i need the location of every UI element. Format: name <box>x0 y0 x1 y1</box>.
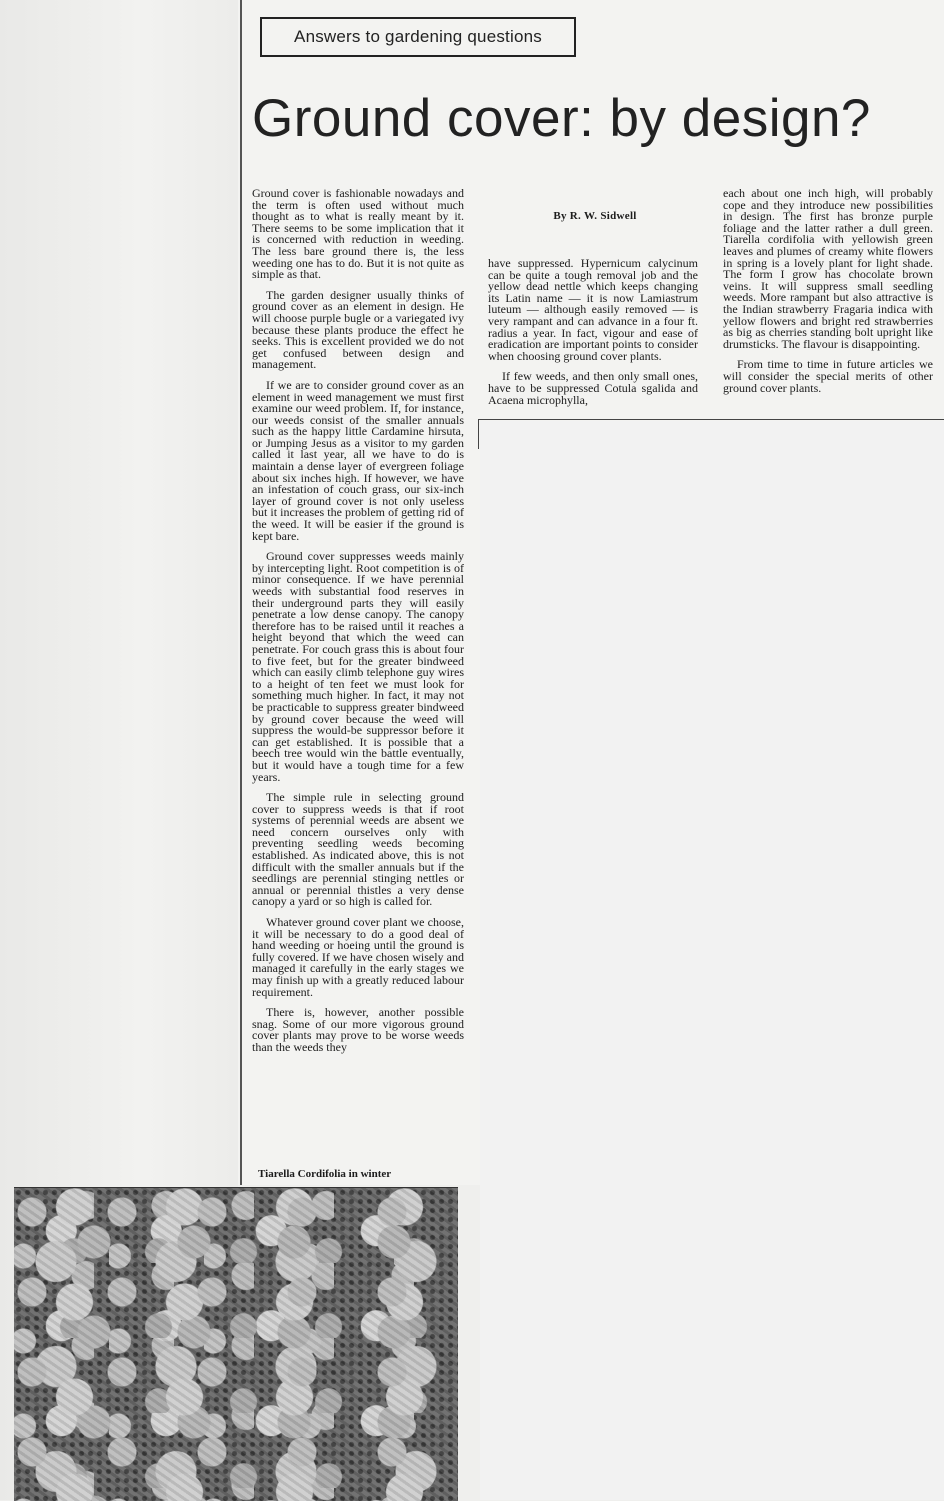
paragraph: There is, however, another possible snag. Some of our more vigorous ground cover plants may prove to be worse weeds than the weeds they <box>252 1005 464 1054</box>
paragraph: If few weeds, and then only small ones, have to be suppressed Cotula sgalida and Acaena microphylla, <box>488 369 698 407</box>
paragraph: The simple rule in selecting ground cover to suppress weeds is that if root systems of perennial weeds are absent we need concern ourselves only with preventing seedling weeds becoming established. As indicated above, this is not difficult with the smaller annuals but if the seedlings are perennial stinging nettles or annual or perennial thistles a very dense canopy a yard or so high is called for. <box>252 790 464 909</box>
photo-caption: Tiarella Cordifolia in winter <box>258 1168 392 1180</box>
paragraph: Whatever ground cover plant we choose, it will be necessary to do a good deal of hand weeding or hoeing until the ground is fully covered. If we have chosen wisely and managed it carefully in the early stages we may finish up with a greatly reduced labour requirement. <box>252 915 464 999</box>
byline: By R. W. Sidwell <box>553 210 637 222</box>
article-column-2 <box>488 258 698 415</box>
article-column-1 <box>252 188 464 1063</box>
column-rule <box>240 0 242 1185</box>
divider <box>478 419 944 420</box>
divider <box>478 419 479 449</box>
paragraph: If we are to consider ground cover as an element in weed management we must first examine our weed problem. If, for instance, our weeds consist of the smaller annuals such as the happy little Cardamine hirsuta, or Jumping Jesus as a visitor to my garden called it last year, all we have to do is maintain a dense layer of evergreen foliage about six inches high. If however, we have an infestation of couch grass, our six-inch layer of ground cover is not only useless but it increases the problem of getting rid of the weed. It will be easier if the ground is kept bare. <box>252 377 464 543</box>
headline: Ground cover: by design? <box>252 89 871 148</box>
paragraph: The garden designer usually thinks of ground cover as an element in design. He will choose purple bugle or a variegated ivy because these plants produce the effect he seeks. This is excellent provided we do not get confused between design and management. <box>252 287 464 372</box>
blank-backing-paper <box>480 421 944 1500</box>
section-label: Answers to gardening questions <box>260 17 576 57</box>
paragraph: each about one inch high, will probably cope and they introduce new possibilities in design. The first has bronze purple foliage and the latter rather a dull green. Tiarella cordifolia with yellowish green leaves and plumes of creamy white flowers in spring is a lovely plant for light shade. The form I grow has chocolate brown veins. It will suppress small seedling weeds. More rampant but also attractive is the Indian strawberry Fragaria indica with yellow flowers and bright red strawberries as big as cherries standing bolt upright like drumsticks. The flavour is disappointing. <box>723 186 933 351</box>
photo-texture <box>14 1188 458 1501</box>
paragraph: Ground cover suppresses weeds mainly by intercepting light. Root competition is of minor consequence. If we have perennial weeds with substantial food reserves in their underground parts they will easily penetrate a low dense canopy. The canopy therefore has to be raised until it reaches a height beyond that which the weed can penetrate. For couch grass this is about four to five feet, but for the greater bindweed which can easily climb telephone guy wires to a height of ten feet we must look for something much higher. In fact, it may not be practicable to suppress greater bindweed by ground cover because the weed will suppress the would-be suppressor before it can get established. It is possible that a beech tree would win the battle eventually, but it would have a tough time for a few years. <box>252 549 464 784</box>
paragraph: From time to time in future articles we will consider the special merits of other ground cover plants. <box>723 357 933 395</box>
paragraph: have suppressed. Hypernicum calycinum can be quite a tough removal job and the yellow dead nettle which keeps changing its Latin name — it is now Lamiastrum luteum — although easily removed — is very rampant and can advance in a four ft. radius a year. In fact, vigour and ease of eradication are important points to consider when choosing ground cover plants. <box>488 256 698 363</box>
paragraph: Ground cover is fashionable nowadays and the term is often used without much thought as to what is really meant by it. There seems to be some implication that it is concerned with reduction in weeding. The less bare ground there is, the less weeding one has to do. But it is not quite as simple as that. <box>252 186 464 282</box>
article-column-3 <box>723 188 933 403</box>
tiarella-photo <box>14 1187 458 1501</box>
